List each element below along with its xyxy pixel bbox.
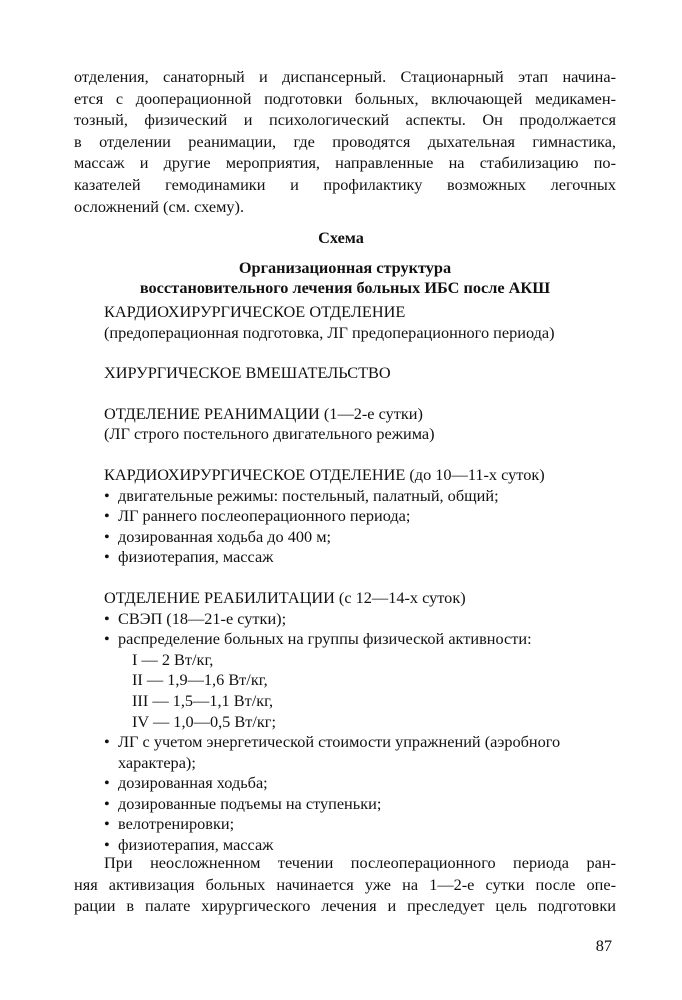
- list-item: • СВЭП (18—21-е сутки);: [104, 608, 287, 628]
- text-line: отделения, санаторный и диспансерный. Стационарный этап начина-: [74, 67, 616, 86]
- scheme-block-reanimation: [104, 404, 624, 445]
- page-number: 87: [595, 936, 612, 955]
- block-note: (предоперационная подготовка, ЛГ предоперационного периода): [104, 322, 555, 342]
- intro-paragraph: [74, 66, 616, 217]
- bullet-list: [104, 609, 624, 856]
- list-item: • физиотерапия, массаж: [104, 547, 274, 567]
- bullet-icon: •: [104, 629, 110, 649]
- scheme-block-surgery: [104, 363, 624, 384]
- text-line: в отделении реанимации, где проводятся дыхательная гимнастика,: [74, 131, 616, 151]
- bullet-icon: •: [104, 793, 110, 813]
- text-line: массаж и другие мероприятия, направленные на стабилизацию по-: [74, 153, 616, 173]
- bullet-list: [104, 486, 624, 568]
- outro-paragraph: [74, 852, 616, 917]
- list-item: • ЛГ с учетом энергетической стоимости упражнений (аэробного характера);: [104, 732, 561, 772]
- block-heading: КАРДИОХИРУРГИЧЕСКОЕ ОТДЕЛЕНИЕ (до 10—11-х суток): [104, 464, 545, 484]
- bullet-icon: •: [104, 773, 110, 793]
- list-item: • дозированная ходьба;: [104, 773, 268, 793]
- block-heading: ОТДЕЛЕНИЕ РЕАБИЛИТАЦИИ (с 12—14-х суток): [104, 587, 466, 607]
- text-line: ется с дооперационной подготовки больных, включающей медикамен-: [74, 88, 616, 108]
- bullet-icon: •: [104, 506, 110, 526]
- scheme-block-cardiosurgery-postop: [104, 465, 624, 568]
- scheme-title-line: восстановительного лечения больных ИБС после АКШ: [139, 278, 551, 297]
- list-item: • велотренировки;: [104, 814, 235, 834]
- scheme-title-line: Организационная структура: [238, 258, 452, 277]
- bullet-icon: •: [104, 835, 110, 855]
- block-heading: ХИРУРГИЧЕСКОЕ ВМЕШАТЕЛЬСТВО: [104, 363, 391, 383]
- activity-group: II — 1,9—1,6 Вт/кг,: [132, 670, 268, 690]
- list-item: • физиотерапия, массаж: [104, 835, 274, 855]
- bullet-icon: •: [104, 526, 110, 546]
- bullet-icon: •: [104, 732, 110, 752]
- bullet-icon: •: [104, 485, 110, 505]
- text-line: казателей гемодинамики и профилактику возможных легочных: [74, 174, 616, 194]
- block-heading: КАРДИОХИРУРГИЧЕСКОЕ ОТДЕЛЕНИЕ: [104, 302, 406, 321]
- activity-group: III — 1,5—1,1 Вт/кг,: [132, 690, 274, 710]
- list-item: • дозированные подъемы на ступеньки;: [104, 793, 382, 813]
- scheme-block-cardiosurgery-preop: [104, 302, 624, 343]
- list-item: • ЛГ раннего послеоперационного периода;: [104, 506, 411, 526]
- text-line: При неосложненном течении послеоперационного периода ран-: [104, 853, 616, 872]
- text-line: рации в палате хирургического лечения и преследует цель подготовки: [74, 896, 616, 916]
- list-item: • двигательные режимы: постельный, палатный, общий;: [104, 485, 499, 505]
- text-line: няя активизация больных начинается уже на 1—2-е сутки после опе-: [74, 874, 616, 894]
- bullet-icon: •: [104, 547, 110, 567]
- scheme-title: [74, 258, 616, 298]
- block-note: (ЛГ строго постельного двигательного режима): [104, 424, 435, 444]
- text-line: тозный, физический и психологический аспекты. Он продолжается: [74, 110, 616, 130]
- bullet-icon: •: [104, 608, 110, 628]
- text-line: осложнений (см. схему).: [74, 196, 245, 216]
- activity-group: IV — 1,0—0,5 Вт/кг;: [132, 711, 276, 731]
- list-item: • дозированная ходьба до 400 м;: [104, 526, 332, 546]
- activity-group: I — 2 Вт/кг,: [132, 649, 214, 669]
- scheme-label: Схема: [318, 228, 364, 247]
- scheme-block-rehabilitation: [104, 588, 624, 856]
- scheme-body: [104, 302, 624, 876]
- block-heading: ОТДЕЛЕНИЕ РЕАНИМАЦИИ (1—2-е сутки): [104, 403, 423, 423]
- bullet-icon: •: [104, 814, 110, 834]
- list-item: • распределение больных на группы физической активности: I — 2 Вт/кг, II — 1,9—1,6 Вт/кг, III — 1,5—1,1 Вт/кг, IV — 1,0—0,5 Вт/кг;: [104, 629, 624, 732]
